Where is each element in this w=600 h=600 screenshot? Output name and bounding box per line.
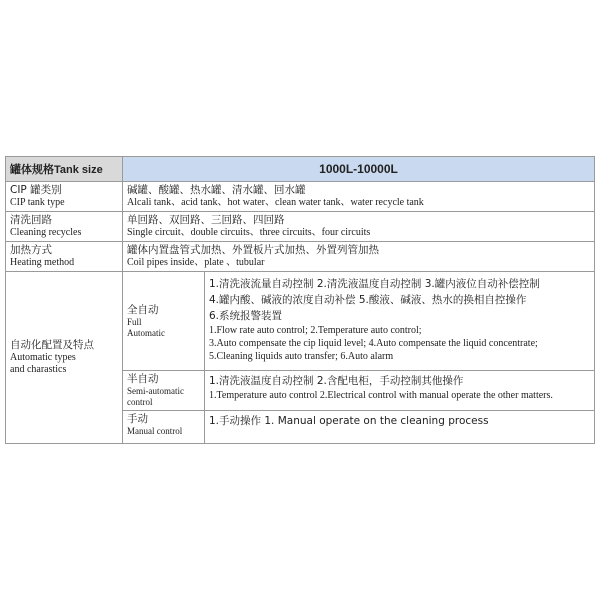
full-auto-en-1: 1.Flow rate auto control; 2.Temperature auto control;: [209, 325, 422, 336]
automation-full-row: [6, 272, 595, 371]
tank-type-value: [123, 182, 595, 212]
header-row: [6, 157, 595, 182]
semi-auto-detail: [205, 371, 595, 411]
full-auto-en-2: 3.Auto compensate the cip liquid level; 4.Auto compensate the liquid concentrate;: [209, 338, 538, 349]
manual-detail: [205, 411, 595, 444]
tank-type-label-zh: CIP 罐类别: [10, 184, 62, 196]
table-row: [6, 212, 595, 242]
full-auto-mode-zh: 全自动: [127, 303, 159, 316]
manual-mode-en: Manual control: [127, 426, 183, 436]
full-auto-mode: [123, 272, 205, 371]
semi-auto-mode-en-1: Semi-automatic: [127, 386, 184, 396]
tank-type-value-en: Alcali tank、acid tank、hot water、clean water tank、water recycle tank: [127, 197, 424, 208]
heating-method-value-zh: 罐体内置盘管式加热、外置板片式加热、外置列管加热: [127, 244, 379, 256]
semi-auto-mode: [123, 371, 205, 411]
manual-text: 1.手动操作 1. Manual operate on the cleaning process: [209, 415, 489, 427]
table-row: [6, 242, 595, 272]
full-auto-mode-en-1: Full: [127, 316, 142, 327]
heating-method-value-en: Coil pipes inside、plate 、tubular: [127, 257, 265, 268]
cleaning-recycles-value: [123, 212, 595, 242]
semi-auto-mode-en-2: control: [127, 397, 153, 407]
manual-mode-zh: 手动: [127, 413, 148, 425]
tank-size-value: 1000L-10000L: [123, 157, 595, 182]
spec-table: [5, 156, 595, 444]
cleaning-recycles-label-en: Cleaning recycles: [10, 227, 82, 238]
full-auto-detail: [205, 272, 595, 371]
cleaning-recycles-value-en: Single circuit、double circuits、three circuits、four circuits: [127, 227, 371, 238]
heating-method-label: [6, 242, 123, 272]
automation-label-en-2: and charastics: [10, 364, 67, 375]
automation-label-zh: 自动化配置及特点: [10, 339, 94, 351]
tank-type-label: [6, 182, 123, 212]
semi-auto-en-1: 1.Temperature auto control 2.Electrical control with manual operate the other matters.: [209, 390, 553, 401]
heating-method-label-zh: 加热方式: [10, 244, 52, 256]
full-auto-zh-3: 6.系统报警装置: [209, 310, 283, 322]
semi-auto-mode-zh: 半自动: [127, 373, 159, 385]
manual-mode: [123, 411, 205, 444]
full-auto-zh-1: 1.清洗液流量自动控制 2.清洗液温度自动控制 3.罐内液位自动补偿控制: [209, 278, 540, 290]
tank-type-value-zh: 碱罐、酸罐、热水罐、清水罐、回水罐: [127, 184, 306, 196]
automation-label: [6, 272, 123, 444]
full-auto-en-3: 5.Cleaning liquids auto transfer; 6.Auto alarm: [209, 351, 394, 362]
semi-auto-zh-1: 1.清洗液温度自动控制 2.含配电柜，手动控制其他操作: [209, 375, 464, 387]
full-auto-mode-en-2: Automatic: [127, 327, 165, 338]
tank-size-label: 罐体规格Tank size: [6, 157, 123, 182]
cleaning-recycles-value-zh: 单回路、双回路、三回路、四回路: [127, 214, 285, 226]
full-auto-zh-2: 4.罐内酸、碱液的浓度自动补偿 5.酸液、碱液、热水的换相自控操作: [209, 294, 527, 306]
tank-type-label-en: CIP tank type: [10, 197, 65, 208]
cleaning-recycles-label: [6, 212, 123, 242]
table-row: [6, 182, 595, 212]
cleaning-recycles-label-zh: 清洗回路: [10, 214, 52, 226]
heating-method-label-en: Heating method: [10, 257, 75, 268]
automation-label-en-1: Automatic types: [10, 352, 76, 363]
heating-method-value: [123, 242, 595, 272]
